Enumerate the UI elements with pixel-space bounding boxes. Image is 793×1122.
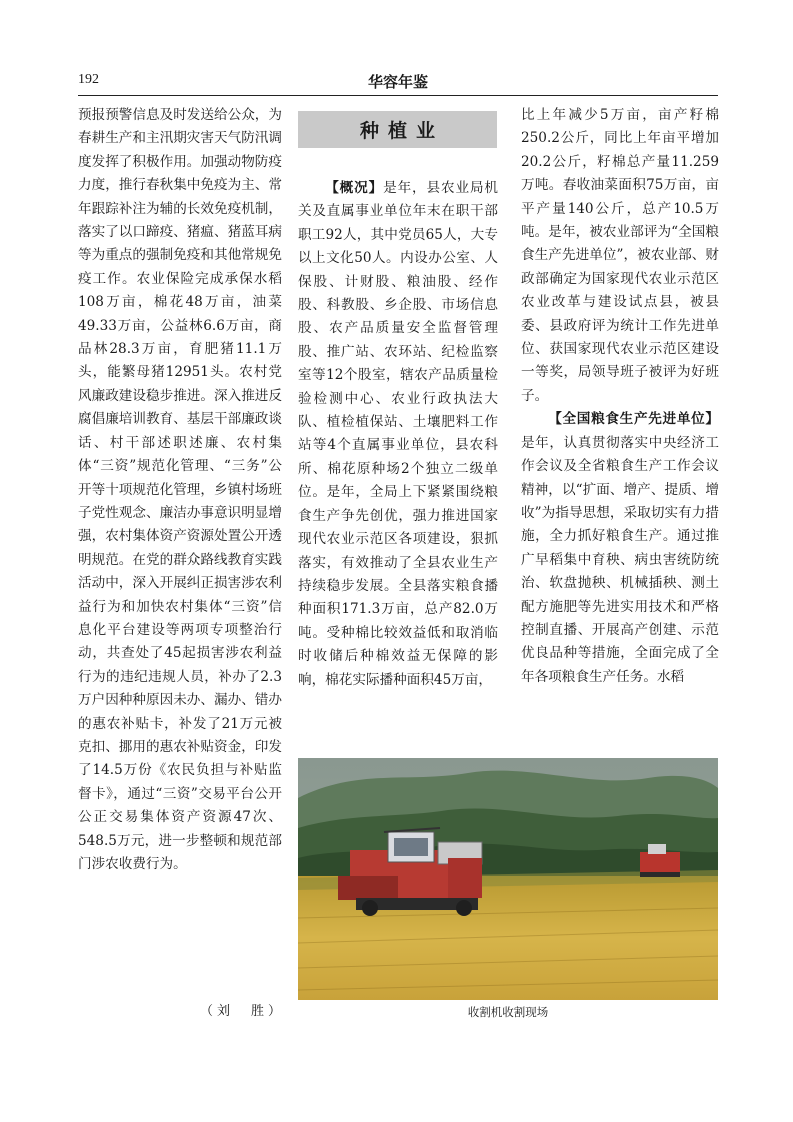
paragraph: 预报预警信息及时发送给公众，为春耕生产和主汛期灾害天气防汛调度发挥了积极作用。加强动物防疫力度，推行春秋集中免疫为主、常年跟踪补注为辅的长效免疫机制，落实了以口蹄疫、猪瘟、猪蓝耳病等为重点的强制免疫和其他常规免疫工作。农业保险完成承保水稻108万亩，棉花48万亩，油菜49.33万亩，公益林6.6万亩，商品林28.3万亩，育肥猪11.1万头，能繁母猪12951头。农村党风廉政建设稳步推进。深入推进反腐倡廉培训教育、基层干部廉政谈话、村干部述职述廉、农村集体“三资”规范化管理、“三务”公开等十项规范化管理，乡镇村场班子党性观念、廉洁办事意识明显增强，农村集体资产资源处置公开透明规范。在党的群众路线教育实践活动中，深入开展纠正损害涉农利益行为和加快农村集体“三资”信息化平台建设等两项专项整治行动，共查处了45起损害涉农利益行为的违纪违规人员，补办了2.3万户因种种原因未办、漏办、错办的惠农补贴卡，补发了21万元被克扣、挪用的惠农补贴资金，印发了14.5万份《农民负担与补贴监督卡》，通过“三资”交易平台公开公正交易集体资产资源47次、548.5万元，进一步整顿和规范部门涉农收费行为。	[78, 107, 282, 872]
lead-overview: 【概况】	[325, 180, 384, 196]
paragraph-grain-unit	[521, 408, 719, 689]
paragraph: 比上年减少5万亩，亩产籽棉250.2公斤，同比上年亩平增加20.2公斤，籽棉总产量11.259万吨。春收油菜面积75万亩，亩平产量140公斤，总产10.5万吨。是年，被农业部评为“全国粮食生产先进单位”，被农业部、财政部确定为国家现代农业示范区农业改革与建设试点县，被县委、县政府评为统计工作先进单位、获国家现代农业示范区建设一等奖，局领导班子被评为好班子。	[521, 107, 719, 404]
page-number: 192	[78, 72, 99, 87]
paragraph-overview	[298, 177, 498, 692]
photo-caption: 收割机收割现场	[467, 1005, 549, 1019]
author-signature: （刘 胜）	[200, 1004, 286, 1019]
header-rule	[78, 95, 718, 96]
paragraph-text: 是年，认真贯彻落实中央经济工作会议及全省粮食生产工作会议精神，以“扩面、增产、提质、增收”为指导思想，采取切实有力措施，全力抓好粮食生产。通过推广早稻集中育秧、病虫害统防统治、软盘抛秧、机械插秧、测土配方施肥等先进实用技术和严格控制直播、开展高产创建、示范优良品种等措施，全面完成了全年各项粮食生产任务。水稻	[521, 434, 719, 685]
harvester-photo	[298, 758, 718, 1000]
section-heading-box	[298, 111, 497, 148]
section-title: 种植业	[359, 120, 444, 142]
column-2	[298, 177, 498, 692]
column-1	[78, 104, 282, 876]
paragraph-text: 是年，县农业局机关及直属事业单位年末在职干部职工92人，其中党员65人，大专以上文化50人。内设办公室、人保股、计财股、粮油股、经作股、科教股、乡企股、市场信息股、农产品质量安全监督管理股、推广站、农环站、纪检监察室等12个股室，辖农产品质量检验检测中心、农业行政执法大队、植检植保站、土壤肥料工作站等4个直属事业单位，县农科所、棉花原种场2个独立二级单位。是年，全局上下紧紧围绕粮食生产争先创优，强力推进国家现代农业示范区各项建设，狠抓落实，有效推动了全县农业生产持续稳步发展。全县落实粮食播种面积171.3万亩，总产82.0万吨。受种棉比较效益低和取消临时收储后种棉效益无保障的影响，棉花实际播种面积45万亩，	[298, 180, 499, 688]
book-title: 华容年鉴	[367, 73, 428, 91]
page-header	[78, 72, 718, 92]
column-3	[521, 104, 719, 689]
lead-grain-unit: 【全国粮食生产先进单位】	[548, 411, 719, 428]
